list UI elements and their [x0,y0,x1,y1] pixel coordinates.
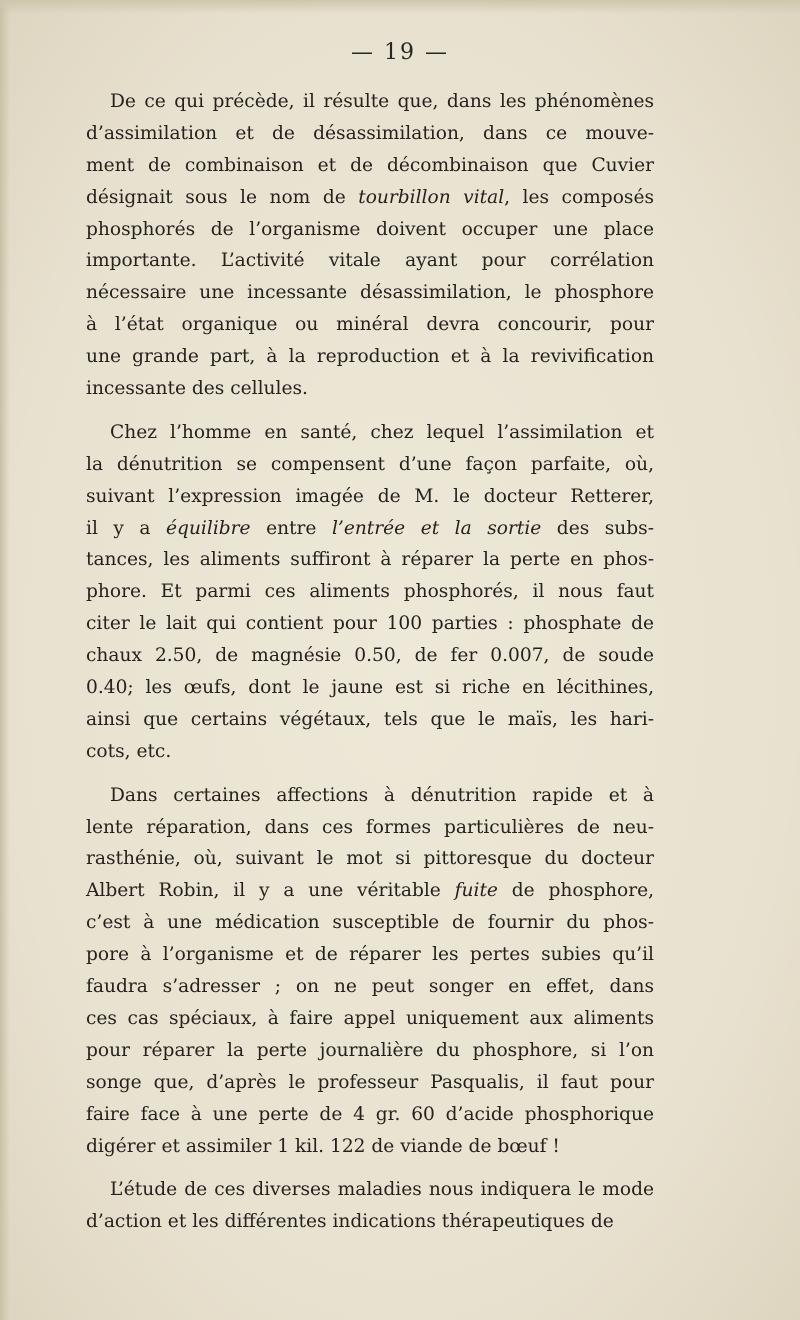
text-span: la dénutrition se compensent d’une façon parfaite, où, [86,453,654,475]
paragraph [86,417,654,768]
text-line [86,1003,654,1035]
text-line [86,1067,654,1099]
text-line [86,341,654,373]
text-span: ces cas spéciaux, à faire appel uniquement aux aliments [86,1007,654,1029]
text-line [86,214,654,246]
text-line [86,245,654,277]
text-span: désignait sous le nom de [86,186,359,208]
text-line [86,971,654,1003]
italic-span: l’entrée et la sortie [331,517,542,539]
text-line [86,843,654,875]
text-span: rasthénie, où, suivant le mot si pittoresque du docteur [86,848,654,870]
text-span: 0.40; les œufs, dont le jaune est si riche en lécithines, [86,677,654,699]
text-span: suivant l’expression imagée de M. le docteur Retterer, [86,485,654,507]
page-top-shadow [0,0,800,14]
text-line [86,544,654,576]
text-span: , les composés [504,186,654,208]
text-span: d’assimilation et de désassimilation, dans ce mouve- [86,122,654,144]
text-line [86,373,654,405]
page-number: — 19 — [351,40,449,65]
text-span: de phosphore, [497,880,654,902]
text-line [86,1099,654,1131]
text-span: citer le lait qui contient pour 100 parties : phosphate de [86,613,654,635]
text-span: phosphorés de l’organisme doivent occuper une place [86,218,654,240]
text-line [86,417,654,449]
text-line [86,513,654,545]
text-span: importante. L’activité vitale ayant pour corrélation [86,250,654,272]
text-line [86,449,654,481]
italic-span: tourbillon vital [358,186,505,208]
text-line [86,277,654,309]
page-edge-shadow [0,0,10,1320]
text-line [86,182,654,214]
text-span: des subs- [541,517,655,539]
text-line [86,309,654,341]
text-line [86,640,654,672]
text-span: à l’état organique ou minéral devra concourir, pour [86,314,654,336]
text-span: pore à l’organisme et de réparer les pertes subies qu’il [86,944,654,966]
paragraph [86,86,654,405]
text-span: L’étude de ces diverses maladies nous indiquera le mode [110,1179,654,1201]
text-span: pour réparer la perte journalière du phosphore, si l’on [86,1039,654,1061]
text-span: phore. Et parmi ces aliments phosphorés, il nous faut [86,581,654,603]
text-span: De ce qui précède, il résulte que, dans les phénomènes [110,91,654,112]
text-span: ment de combinaison et de décombinaison que Cuvier [86,154,654,176]
text-span: faudra s’adresser ; on ne peut songer en effet, dans [86,976,654,998]
text-span: faire face à une perte de 4 gr. 60 d’acide phosphorique [86,1103,654,1125]
text-line [86,86,654,118]
text-line [86,875,654,907]
text-line [86,118,654,150]
italic-span: fuite [454,880,498,902]
text-line [86,150,654,182]
text-line [86,812,654,844]
text-span: lente réparation, dans ces formes particulières de neu- [86,816,654,838]
text-span: il y a [86,517,167,539]
text-line [86,1131,654,1163]
italic-span: équilibre [166,517,251,539]
text-span: c’est à une médication susceptible de fournir du phos- [86,912,654,934]
text-span: Albert Robin, il y a une véritable [86,880,455,902]
body-text [86,86,654,1238]
text-line [86,939,654,971]
text-line [86,907,654,939]
text-span: une grande part, à la reproduction et à la revivification [86,346,654,368]
text-line [86,1035,654,1067]
text-span: incessante des cellules. [86,378,308,400]
paragraph [86,780,654,1163]
text-line [86,780,654,812]
text-span: entre [250,517,332,539]
text-span: songe que, d’après le professeur Pasqualis, il faut pour [86,1071,654,1093]
text-span: digérer et assimiler 1 kil. 122 de viande de bœuf ! [86,1135,560,1157]
text-span: chaux 2.50, de magnésie 0.50, de fer 0.007, de soude [86,645,654,667]
text-span: tances, les aliments suffiront à réparer la perte en phos- [86,549,654,571]
text-line [86,576,654,608]
paragraph [86,1174,654,1238]
text-line [86,704,654,736]
text-line [86,736,654,768]
text-line [86,481,654,513]
text-span: ainsi que certains végétaux, tels que le maïs, les hari- [86,708,654,730]
text-span: cots, etc. [86,740,172,762]
text-line [86,672,654,704]
text-span: Dans certaines affections à dénutrition rapide et à [110,784,654,806]
text-line [86,1174,654,1206]
text-line [86,1206,654,1238]
text-span: Chez l’homme en santé, chez lequel l’assimilation et [110,421,654,443]
text-line [86,608,654,640]
text-span: nécessaire une incessante désassimilation, le phosphore [86,282,654,304]
text-span: d’action et les différentes indications thérapeutiques de [86,1211,614,1233]
